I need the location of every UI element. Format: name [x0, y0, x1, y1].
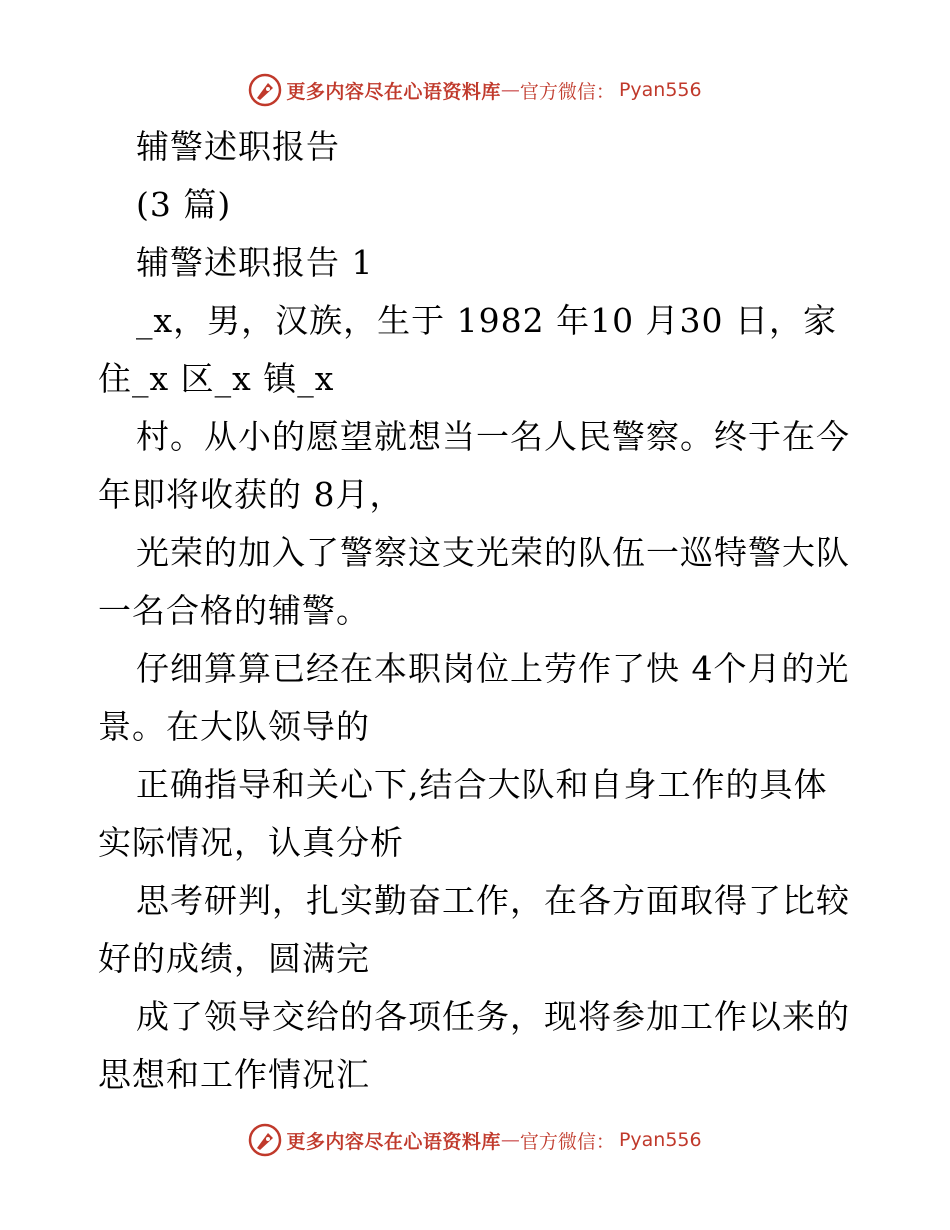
paragraph: 正确指导和关心下,结合大队和自身工作的具体实际情况，认真分析: [98, 765, 828, 862]
paragraph: 光荣的加入了警察这支光荣的队伍一巡特警大队一名合格的辅警。: [98, 533, 850, 630]
pen-nib-logo-icon: [248, 73, 282, 107]
document-title: 辅警述职报告: [136, 127, 340, 166]
document-subtitle: (3 篇): [136, 185, 232, 224]
pen-nib-logo-icon: [248, 1123, 282, 1157]
banner-separator: —: [500, 1129, 520, 1151]
document-body: [98, 118, 858, 1104]
banner-main-text: 更多内容尽在心语资料库: [286, 80, 501, 103]
paragraph: 成了领导交给的各项任务，现将参加工作以来的思想和工作情况汇: [98, 997, 850, 1094]
header-banner: [0, 70, 950, 110]
paragraph: 思考研判，扎实勤奋工作，在各方面取得了比较好的成绩，圆满完: [98, 881, 850, 978]
banner-wechat-label: 官方微信：: [519, 1130, 615, 1153]
banner-wechat-label: 官方微信：: [519, 80, 615, 103]
section-heading: 辅警述职报告 1: [136, 243, 374, 282]
banner-wechat-id: Pyan556: [618, 79, 702, 101]
banner-wechat-id: Pyan556: [618, 1129, 702, 1151]
paragraph: 仔细算算已经在本职岗位上劳作了快 4个月的光景。在大队领导的: [98, 649, 850, 746]
footer-banner: [0, 1120, 950, 1160]
banner-main-text: 更多内容尽在心语资料库: [286, 1130, 501, 1153]
paragraph: 村。从小的愿望就想当一名人民警察。终于在今年即将收获的 8月，: [98, 417, 850, 514]
banner-separator: —: [500, 79, 520, 101]
paragraph: _x，男，汉族，生于 1982 年10 月30 日，家住_x 区_x 镇_x: [98, 301, 838, 398]
